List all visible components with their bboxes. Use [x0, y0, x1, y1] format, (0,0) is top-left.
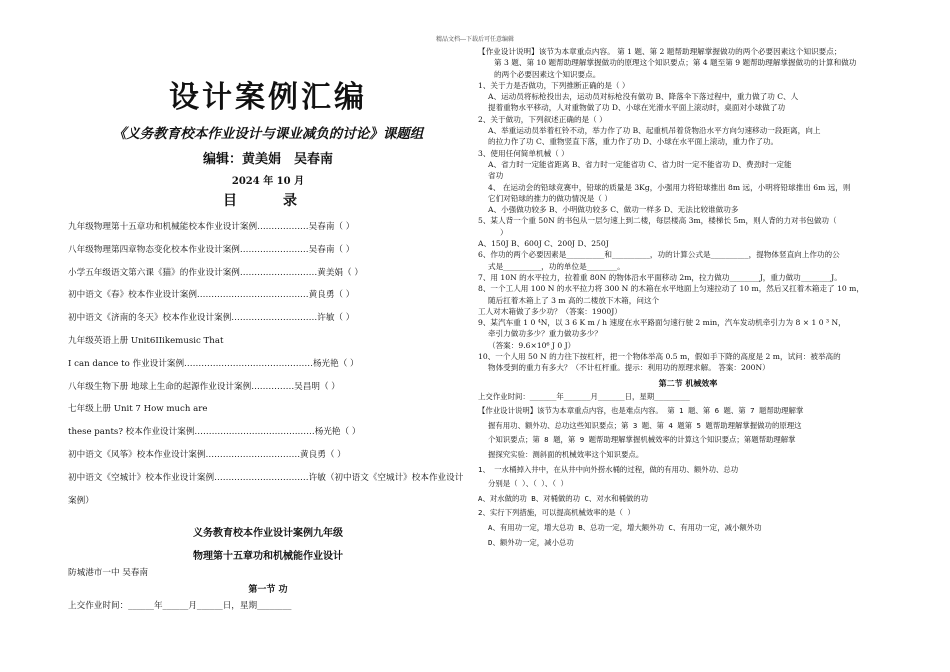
toc-item: 初中语文《春》校本作业设计案例…………………………………黄良勇（ ）	[68, 290, 355, 301]
text-line: 的拉力作了功 C、重物竖直下落，重力作了功 D、小球在水平面上滚动，重力作了功。	[488, 137, 779, 147]
page-header-note: 精品文档---下载后可任意编辑	[435, 36, 515, 43]
text-line: 8、一个工人用 100 N 的水平拉力将 300 N 的木箱在水平地面上匀速拉动了 10 m，然后又扛着木箱走了 10 m，	[478, 284, 864, 294]
text-line: 2、实行下列措施，可以提高机械效率的是（ ）	[478, 508, 635, 518]
toc-item: 八年级生物下册 地球上生命的起源作业设计案例……………吴昌明（ ）	[68, 381, 340, 392]
text-line: 握探究实验：测斜面的机械效率这个知识要点。	[488, 449, 644, 459]
document-title: 设计案例汇编	[169, 80, 367, 115]
right-column	[478, 46, 898, 550]
text-line: 5、某人背一个重 50N 的书包从一层匀速上到二楼，每层楼高 3m，楼梯长 5m，则人背的力对书包做功（	[478, 216, 837, 226]
school-author: 防城港市一中 吴春南	[68, 568, 149, 579]
text-line: 握有用功、额外功、总功这些知识要点；第 3 题、第 4 题第 5 题帮助理解掌握做功的原理这	[488, 420, 802, 430]
text-line: 个知识要点；第 8 题，第 9 题帮助理解掌握机械效率的计算这个知识要点；第题帮助理解掌	[488, 435, 796, 445]
text-line: 分别是（ ）、（ ）、（ ）	[488, 479, 568, 489]
toc-item: these pants? 校本作业设计案例……………………………………杨光艳（ ）	[68, 427, 361, 438]
text-line: 的两个必要因素这个知识要点。	[494, 69, 601, 79]
submit-time: 上交作业时间：______年______月______日，星期________	[68, 601, 292, 612]
editors-line: 编辑：黄美娟 吴春南	[202, 152, 333, 167]
text-line: 第 3 题、第 10 题帮助理解掌握做功的原理这个知识要点；第 4 题至第 9 题帮助理解掌握做功的计算和做功	[494, 58, 857, 68]
text-line: 10、一个人用 50 N 的力往下按杠杆，把一个物体举高 0.5 m，假如手下降的高度是 2 m，试问：被举高的	[478, 352, 841, 362]
toc-item: 九年级物理第十五章功和机械能校本作业设计案例………………吴春南（ ）	[68, 222, 355, 232]
text-line: 物体受到的重力有多大？（不计杠杆重。提示：利用功的原理求解。 答案：200N）	[488, 363, 770, 373]
table-of-contents	[68, 216, 468, 512]
left-column	[68, 72, 468, 611]
lesson1-exercises	[478, 46, 898, 374]
text-line: 3、使用任何简单机械（ ）	[478, 148, 569, 158]
text-line: 9、某汽车重 1 0 ⁴N，以 3 6 K m / h 速度在水平路面匀速行驶 2 min，汽车发动机牵引力为 8 × 1 0 ³ N，	[478, 318, 846, 328]
text-line: 工人对木箱做了多少功？（答案：1900J）	[478, 306, 622, 316]
text-line: A、省力时一定能省距离 B、省力时一定能省功 C、省力时一定不能省功 D、费劲时一定能	[488, 159, 792, 169]
toc-item: 七年级上册 Unit 7 How much are	[68, 404, 208, 415]
text-line: 牵引力做功多少？重力做功多少？	[488, 329, 602, 339]
text-line: A、有用功一定，增大总功 B、总功一定，增大额外功 C、有用功一定，减小额外功	[488, 522, 762, 532]
text-line: 7、用 10N 的水平拉力，拉着重 80N 的物体沿水平面移动 2m，拉力做功________J，重力做功________J。	[478, 272, 842, 282]
toc-item: 小学五年级语文第六课《猫》的作业设计案例………………………黄美娟（ ）	[68, 267, 363, 278]
text-line: （答案：9.6×10⁶ J 0 J）	[488, 340, 576, 350]
text-line: 省功	[488, 171, 504, 181]
text-line: A、运动员将标枪投出去，运动员对标枪没有做功 B、降落伞下落过程中，重力做了功 C、人	[488, 92, 799, 102]
text-line: 提着重物水平移动，人对重物做了功 D、小球在光滑水平面上滚动时，桌面对小球做了功	[488, 103, 786, 113]
toc-item: 初中语文《济南的冬天》校本作业设计案例…………………………许敏（ ）	[68, 313, 355, 324]
text-line: A、举重运动员举着杠铃不动，举力作了功 B、起重机吊着货物沿水平方向匀速移动一段距离，向上	[488, 126, 821, 136]
toc-item: 初中语文《风筝》校本作业设计案例……………………………黄良勇（ ）	[68, 449, 346, 460]
lesson2-title: 第二节 机械效率	[658, 377, 718, 388]
section-title: 义务教育校本作业设计案例九年级	[193, 528, 343, 540]
text-line: D、额外功一定，减小总功	[488, 537, 574, 547]
text-line: 1、 一水桶掉入井中，在从井中向外捞水桶的过程，做的有用功、额外功、总功	[478, 464, 739, 474]
text-line: 随后扛着木箱上了 3 m 高的二楼放下木箱，问这个	[488, 295, 660, 305]
text-line: 2、关于做功，下列叙述正确的是（ ）	[478, 114, 607, 124]
text-line: 4、 在运动会的铅球竞赛中，铅球的质量是 3Kg，小强用力将铅球推出 8m 远，小明将铅球推出 6m 远，则	[488, 182, 851, 192]
text-line: 【作业设计说明】该节为本章重点内容，也是难点内容。 第 1 题、第 6 题、第 7 题帮助理解掌	[478, 406, 804, 416]
text-line: 式是__________，功的单位是________。	[488, 261, 625, 271]
section-subtitle: 物理第十五章功和机械能作业设计	[193, 551, 343, 563]
document-subtitle: 《义务教育校本作业设计与课业减负的讨论》课题组	[112, 126, 424, 142]
text-line: 1、关于力是否做功，下列推断正确的是（ ）	[478, 80, 630, 90]
text-line: 它们对铅球的推力的做功情况是（ ）	[488, 193, 612, 203]
lesson2-exercises	[478, 404, 898, 550]
text-line: ）	[500, 227, 508, 237]
toc-heading: 目 录	[223, 193, 313, 209]
toc-item: I can dance to 作业设计案例………………………………………杨光艳（ ）	[68, 358, 359, 369]
publish-date: 2024 年 10 月	[231, 176, 305, 187]
text-line: A、150J B、600J C、200J D、250J	[478, 239, 609, 249]
toc-item: 九年级英语上册 Unit6IIikemusic That	[68, 335, 224, 346]
toc-item: 八年级物理第四章物态变化校本作业设计案例……………………吴春南（ ）	[68, 244, 355, 255]
text-line: 【作业设计说明】该节为本章重点内容。 第 1 题、第 2 题帮助理解掌握做功的两个必要因素这个知识要点；	[478, 47, 842, 56]
text-line: A、小强做功较多 B、小明做功较多 C、做功一样多 D、无法比较谁做功多	[488, 205, 739, 215]
submit-time-2: 上交作业时间：______年______月______日，星期________	[478, 391, 690, 401]
toc-item: 初中语文《空城计》校本作业设计案例……………………………许敏（初中语文《空城计》校本作业设计案例）	[68, 472, 464, 506]
text-line: 6、作功的两个必要因素是__________和__________，功的计算公式是__________，提物体竖直向上作功的公	[478, 250, 840, 260]
text-line: A、对水做的功 B、对桶做的功 C、对水和桶做的功	[478, 493, 649, 503]
lesson-title: 第一节 功	[248, 585, 288, 596]
